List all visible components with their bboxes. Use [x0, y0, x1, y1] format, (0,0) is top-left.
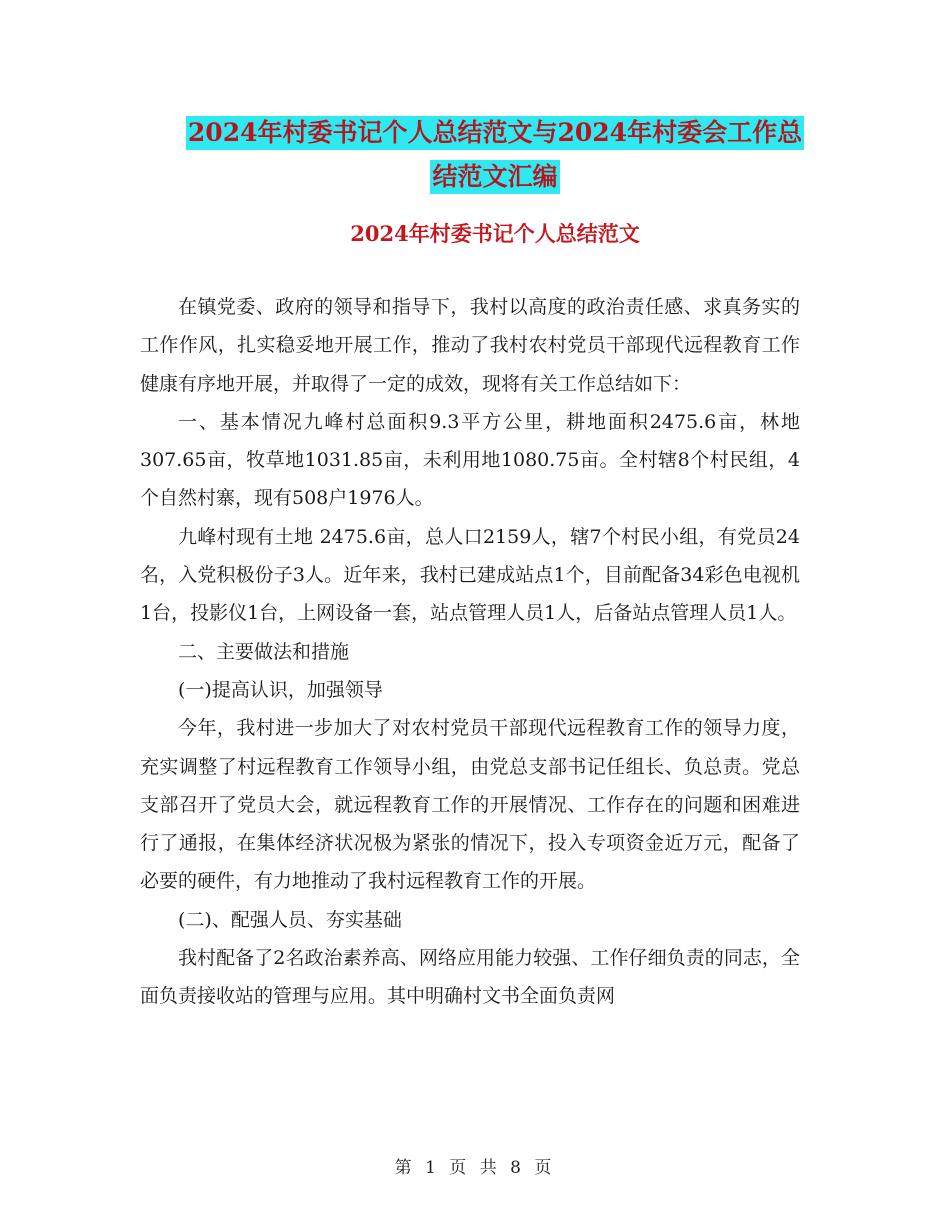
paragraph-staffing: 我村配备了2名政治素养高、网络应用能力较强、工作仔细负责的同志，全面负责接收站的管理与应用。其中明确村文书全面负责网 — [140, 947, 800, 1008]
page-footer: 第 1 页 共 8 页 — [394, 1158, 556, 1178]
paragraph-intro: 在镇党委、政府的领导和指导下，我村以高度的政治责任感、求真务实的工作作风，扎实稳妥地开展工作，推动了我村农村党员干部现代远程教育工作健康有序地开展，并取得了一定的成效，现将有关工作总结如下： — [140, 296, 800, 395]
paragraph-heading-measures: 二、主要做法和措施 — [178, 640, 350, 663]
title-highlight-1: 2024年村委书记个人总结范文与2024年村委会工作总 — [186, 116, 804, 150]
document-title-line-2 — [140, 152, 850, 202]
paragraph-land-population: 九峰村现有土地 2475.6亩，总人口2159人，辖7个村民小组，有党员24名，入党积极份子3人。近年来，我村已建成站点1个，目前配备34彩色电视机1台，投影仪1台，上网设备一套，站点管理人员1人，后备站点管理人员1人。 — [140, 525, 800, 625]
title-highlight-2: 结范文汇编 — [430, 160, 559, 194]
document-body — [140, 288, 800, 1016]
document-title-line-1 — [140, 108, 850, 158]
paragraph-basic-situation: 一、基本情况九峰村总面积9.3平方公里，耕地面积2475.6亩，林地307.65亩，牧草地1031.85亩，未利用地1080.75亩。全村辖8个村民组，4个自然村寨，现有508户1976人。 — [140, 410, 800, 510]
paragraph-subheading-1: (一)提高认识，加强领导 — [178, 678, 383, 701]
paragraph-leadership: 今年，我村进一步加大了对农村党员干部现代远程教育工作的领导力度，充实调整了村远程教育工作领导小组，由党总支部书记任组长、负总责。党总支部召开了党员大会，就远程教育工作的开展情况、工作存在的问题和困难进行了通报，在集体经济状况极为紧张的情况下，投入专项资金近万元，配备了必要的硬件，有力地推动了我村远程教育工作的开展。 — [140, 717, 800, 893]
paragraph-subheading-2: (二)、配强人员、夯实基础 — [178, 908, 402, 931]
section-title: 2024年村委书记个人总结范文 — [350, 221, 640, 246]
